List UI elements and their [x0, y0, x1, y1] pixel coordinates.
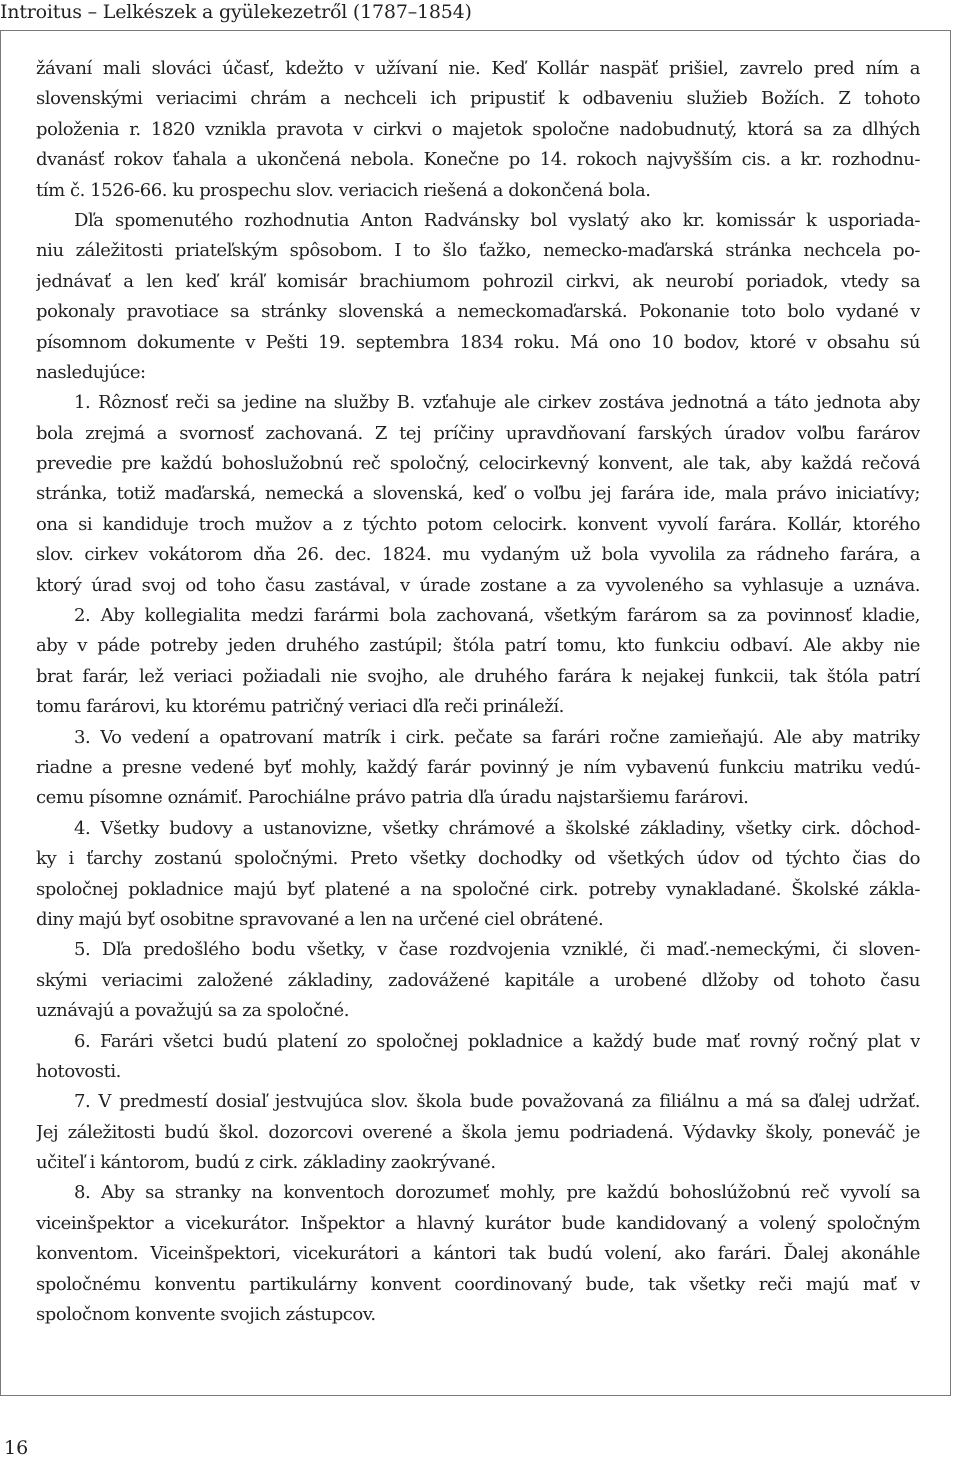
text-line: uznávajú a považujú sa za spoločné. [36, 1000, 349, 1022]
text-line: 3. Vo vedení a opatrovaní matrík i cirk. pečate sa farári ročne zamieňajú. Ale aby matriky [74, 726, 920, 748]
text-line: hotovosti. [36, 1060, 121, 1082]
text-line: niu záležitosti priateľským spôsobom. I to šlo ťažko, nemecko-maďarská stránka nechcela po- [36, 240, 920, 262]
text-line: prevedie pre každú bohoslužobnú reč spoločný, celocirkevný konvent, ale tak, aby každá rečová [36, 453, 920, 475]
text-line: 7. V predmestí dosiaľ jestvujúca slov. škola bude považovaná za filiálnu a má sa ďalej udržať. [74, 1091, 920, 1113]
text-line: tím č. 1526-66. ku prospechu slov. veriacich riešená a dokončená bola. [36, 179, 651, 201]
text-line: dvanásť rokov ťahala a ukončená nebola. Konečne po 14. rokoch najvyšším cis. a kr. rozhodnu- [36, 149, 920, 171]
text-line: brat farár, lež veriaci požiadali nie svojho, ale druhého farára k nejakej funkcii, tak štóla patrí [36, 665, 920, 687]
text-line: 6. Farári všetci budú platení zo spoločnej pokladnice a každý bude mať rovný ročný plat v [74, 1030, 920, 1052]
text-line: učiteľ i kántorom, budú z cirk. základiny zaokrývané. [36, 1152, 496, 1174]
text-line: 1. Rôznosť reči sa jedine na služby B. vzťahuje ale cirkev zostáva jednotná a táto jednota aby [74, 392, 920, 414]
text-line: 8. Aby sa stranky na konventoch dorozumeť mohly, pre každú bohoslúžobnú reč vyvolí sa [74, 1182, 920, 1204]
text-line: Dľa spomenutého rozhodnutia Anton Radvánsky bol vyslatý ako kr. komissár k usporiada- [74, 209, 920, 231]
running-head: Introitus – Lelkészek a gyülekezetről (1787–1854) [0, 1, 472, 23]
text-line: konventom. Viceinšpektori, vicekurátori a kántori tak budú volení, ako farári. Ďalej akonáhle [36, 1243, 920, 1265]
text-line: ona si kandiduje troch mužov a z týchto potom celocirk. konvent vyvolí farára. Kollár, ktorého [36, 513, 920, 535]
text-line: slovenskými veriacimi chrám a nechceli ich pripustiť k odbaveniu služieb Božích. Z tohoto [36, 88, 920, 110]
text-line: pokonaly pravotiace sa stránky slovenská a nemeckomaďarská. Pokonanie toto bolo vydané v [36, 301, 920, 323]
text-line: spoločnej pokladnice majú byť platené a na spoločné cirk. potreby vynakladané. Školské zákla- [36, 878, 920, 900]
text-line: viceinšpektor a vicekurátor. Inšpektor a hlavný kurátor bude kandidovaný a volený spoločným [36, 1212, 920, 1234]
text-line: cemu písomne oznámiť. Parochiálne právo patria dľa úradu najstaršiemu farárovi. [36, 787, 749, 809]
text-line: 2. Aby kollegialita medzi farármi bola zachovaná, všetkým farárom sa za povinnosť kladie, [74, 605, 920, 627]
text-line: diny majú byť osobitne spravované a len na určené ciel obrátené. [36, 908, 604, 930]
text-line: písomnom dokumente v Pešti 19. septembra 1834 roku. Má ono 10 bodov, ktoré v obsahu sú [36, 331, 920, 353]
text-line: slov. cirkev vokátorom dňa 26. dec. 1824. mu vydaným už bola vyvolila za rádneho farára, a [36, 544, 920, 566]
text-line: stránka, totiž maďarská, nemecká a slovenská, keď o voľbu jej farára ide, mala právo iniciatívy; [36, 483, 920, 505]
text-line: spoločnom konvente svojich zástupcov. [36, 1304, 376, 1326]
text-line: aby v páde potreby jeden druhého zastúpil; štóla patrí tomu, kto funkciu odbaví. Ale akby nie [36, 635, 920, 657]
text-line: tomu farárovi, ku ktorému patričný veriaci dľa reči prináleží. [36, 696, 564, 718]
text-line: Jej záležitosti budú škol. dozorcovi overené a škola jemu podriadená. Výdavky školy, poneváč je [36, 1121, 920, 1143]
text-line: položenia r. 1820 vznikla pravota v cirkvi o majetok spoločne nadobudnutý, ktorá sa za dlhých [36, 118, 920, 140]
body-text [36, 54, 920, 1330]
text-line: nasledujúce: [36, 361, 146, 383]
text-line: žávaní mali slováci účasť, kdežto v užívaní nie. Keď Kollár naspäť prišiel, zavrelo pred ním a [36, 58, 920, 79]
text-line: 5. Dľa predošlého bodu všetky, v čase rozdvojenia vzniklé, či maď.-nemeckými, či sloven- [74, 939, 920, 961]
text-line: ky i ťarchy zostanú spoločnými. Preto všetky dochodky od všetkých údov od týchto čias do [36, 848, 920, 870]
text-line: 4. Všetky budovy a ustanovizne, všetky chrámové a školské základiny, všetky cirk. dôchod- [74, 817, 920, 839]
text-line: skými veriacimi založené základiny, zadovážené kapitále a urobené dlžoby od tohoto času [36, 969, 920, 991]
page-number: 16 [4, 1437, 29, 1459]
text-line: ktorý úrad svoj od toho času zastával, v úrade zostane a za vyvoleného sa vyhlasuje a uznáva. [36, 574, 920, 596]
text-line: spoločnému konventu partikulárny konvent coordinovaný bude, tak všetky reči majú mať v [36, 1273, 920, 1295]
text-line: jednávať a len keď kráľ komisár brachiumom pohrozil cirkvi, ak neurobí poriadok, vtedy sa [36, 270, 920, 292]
text-line: riadne a presne vedené byť mohly, každý farár povinný je ním vybavenú funkciu matriku vedú- [36, 756, 920, 778]
text-line: bola zrejmá a svornosť zachovaná. Z tej príčiny upravdňovaní farských úradov voľbu farárov [36, 422, 920, 444]
